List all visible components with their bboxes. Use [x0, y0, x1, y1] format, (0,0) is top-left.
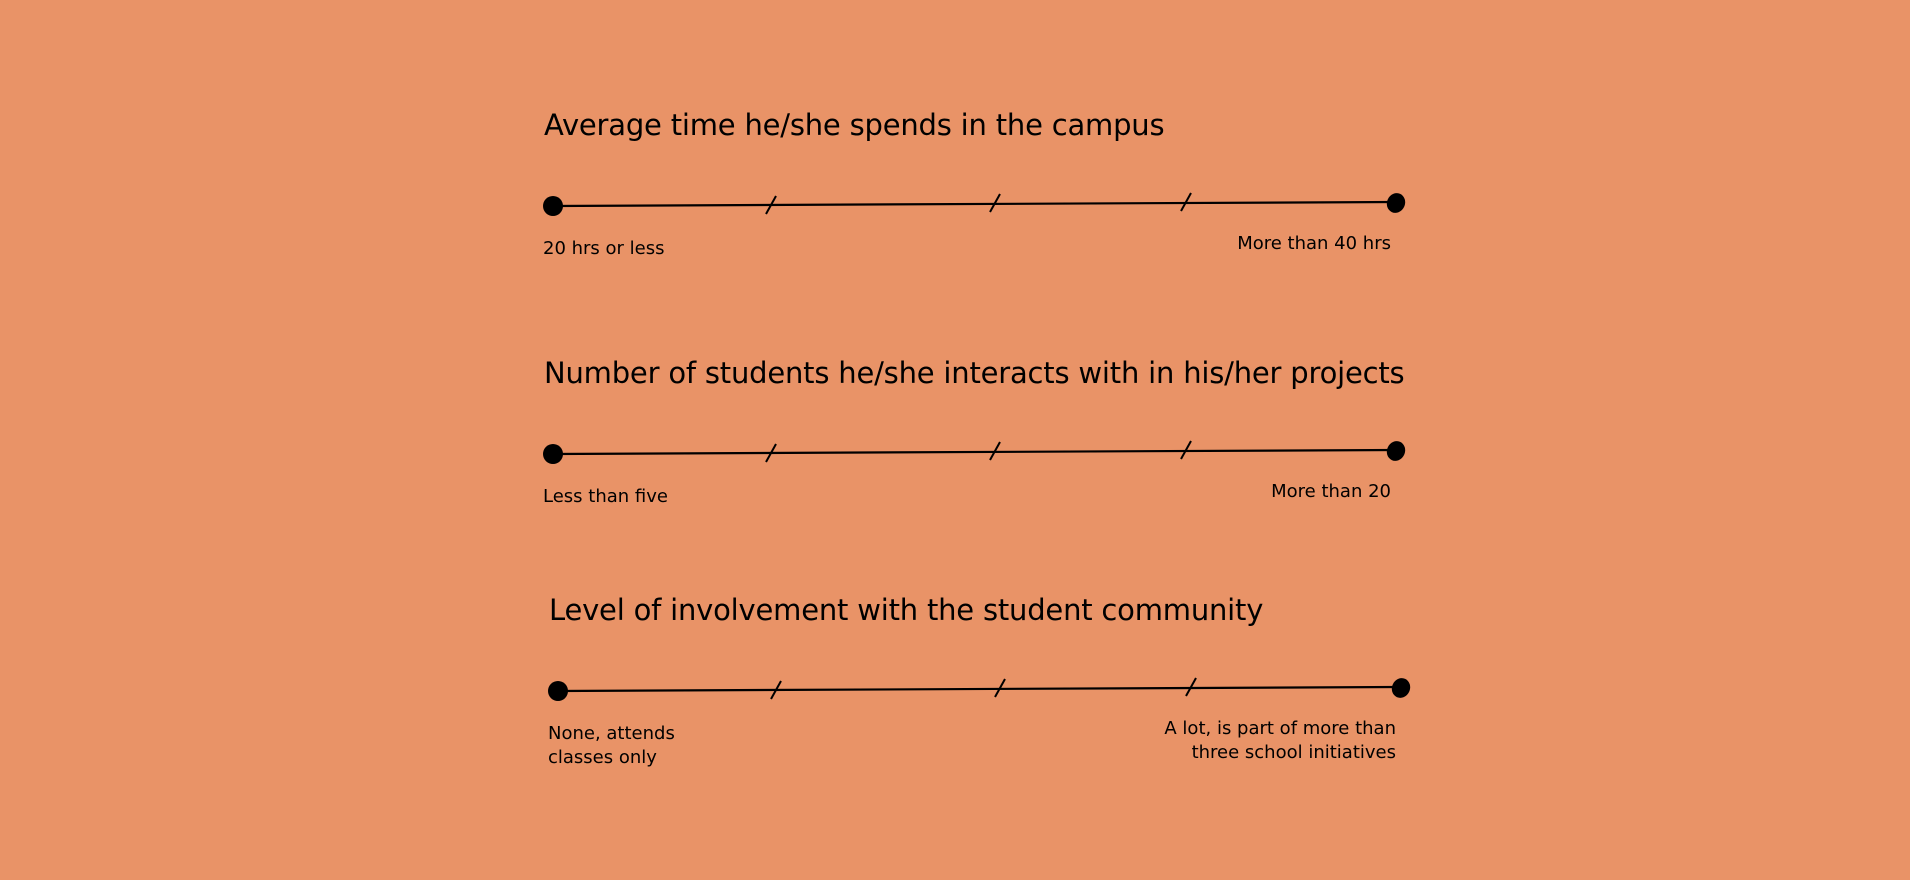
- right-endpoint-label: A lot, is part of more than three school initiatives: [1164, 718, 1396, 763]
- left-endpoint-label: None, attends classes only: [548, 723, 675, 768]
- scale-track: [558, 687, 1401, 691]
- left-endpoint-label: 20 hrs or less: [543, 238, 665, 259]
- start-endpoint: [548, 681, 568, 701]
- left-endpoint-label: Less than five: [543, 486, 668, 507]
- end-endpoint: [1389, 675, 1414, 701]
- scale-title: Level of involvement with the student community: [549, 593, 1264, 627]
- scale-title: Average time he/she spends in the campus: [544, 108, 1165, 142]
- right-endpoint-label: More than 20: [1271, 481, 1391, 502]
- right-endpoint-label: More than 40 hrs: [1237, 233, 1391, 254]
- scale-title: Number of students he/she interacts with in his/her projects: [544, 356, 1405, 390]
